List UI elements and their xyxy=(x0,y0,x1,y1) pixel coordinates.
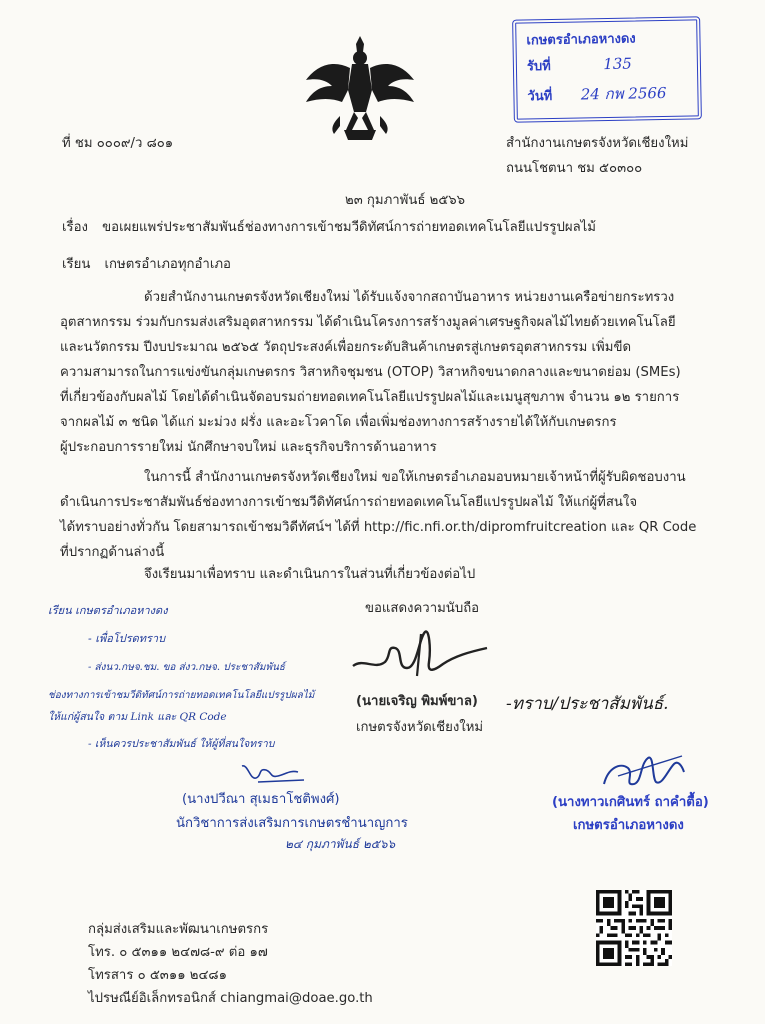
officer-note-date: ๒๔ กุมภาพันธ์ ๒๕๖๖ xyxy=(285,837,396,851)
doc-number: ที่ ชม ๐๐๐๙/ว ๘๐๑ xyxy=(62,136,174,151)
right-handwritten-note: -ทราบ/ประชาสัมพันธ์. xyxy=(506,694,669,714)
officer-title: นักวิชาการส่งเสริมการเกษตรชำนาญการ xyxy=(176,816,408,831)
paragraph-1 xyxy=(60,285,722,460)
stamp-number-value: 135 xyxy=(603,54,633,74)
handwritten-note-line: ให้แก่ผู้สนใจ ตาม Link และ QR Code xyxy=(48,711,227,723)
subject-text: ขอเผยแพร่ประชาสัมพันธ์ช่องทางการเข้าชมวีดิทัศน์การถ่ายทอดเทคโนโลยีแปรรูปผลไม้ xyxy=(102,220,596,235)
stamp-office: เกษตรอำเภอหางดง xyxy=(526,31,636,49)
letter-date: ๒๓ กุมภาพันธ์ ๒๕๖๖ xyxy=(345,193,466,208)
garuda-emblem xyxy=(300,30,420,150)
subject-label: เรื่อง xyxy=(62,220,88,235)
paragraph-line: อุตสาหกรรม ร่วมกับกรมส่งเสริมอุตสาหกรรม ได้ดำเนินโครงการสร้างมูลค่าเศรษฐกิจผลไม้ไทยด้วยเทคโนโลยี xyxy=(60,315,676,330)
recipient-text: เกษตรอำเภอทุกอำเภอ xyxy=(104,257,231,272)
signature-officer xyxy=(238,760,308,786)
handwritten-note-line: ช่องทางการเข้าชมวีดิทัศน์การถ่ายทอดเทคโนโลยีแปรรูปผลไม้ xyxy=(48,690,315,701)
signer-title: เกษตรจังหวัดเชียงใหม่ xyxy=(356,720,484,735)
receipt-stamp xyxy=(512,16,702,122)
paragraph-line: ความสามารถในการแข่งขันกลุ่มเกษตรกร วิสาหกิจชุมชน (OTOP) วิสาหกิจขนาดกลางและขนาดย่อม (SMEs) xyxy=(60,365,681,380)
district-officer-name: (นางทาวเกศินทร์ ถาคำตื้อ) xyxy=(552,795,709,810)
paragraph-line: ได้ทราบอย่างทั่วกัน โดยสามารถเข้าชมวิดีทัศน์ฯ ได้ที่ http://fic.nfi.or.th/dipromfruitcreation และ QR Code xyxy=(60,520,697,535)
handwritten-note-line: - เพื่อโปรดทราบ xyxy=(88,632,166,645)
handwritten-note-line: เรียน เกษตรอำเภอหางดง xyxy=(48,604,168,617)
recipient-label: เรียน xyxy=(62,257,91,272)
district-officer-title: เกษตรอำเภอหางดง xyxy=(573,818,684,833)
recipient-row xyxy=(62,253,231,278)
paragraph-line: ที่ปรากฏด้านล่างนี้ xyxy=(60,545,165,560)
paragraph-line: ในการนี้ สำนักงานเกษตรจังหวัดเชียงใหม่ ขอให้เกษตรอำเภอมอบหมายเจ้าหน้าที่ผู้รับผิดชอบงาน xyxy=(144,470,686,485)
footer-phone: โทร. ๐ ๕๓๑๑ ๒๔๗๘-๙ ต่อ ๑๗ xyxy=(88,945,268,960)
handwritten-note-line: - ส่งนว.กษจ.ชม. ขอ ส่งว.กษจ. ประชาสัมพันธ์ xyxy=(88,662,285,673)
footer-department: กลุ่มส่งเสริมและพัฒนาเกษตรกร xyxy=(88,922,269,937)
paragraph-line: ที่เกี่ยวข้องกับผลไม้ โดยได้ดำเนินจัดอบรมถ่ายทอดเทคโนโลยีแปรรูปผลไม้และเมนูสุขภาพ จำนวน ๑๒ รายการ xyxy=(60,390,680,405)
stamp-date-row xyxy=(527,81,666,107)
signature-director xyxy=(345,618,495,683)
sender-office: สำนักงานเกษตรจังหวัดเชียงใหม่ xyxy=(506,136,689,151)
paragraph-line: ด้วยสำนักงานเกษตรจังหวัดเชียงใหม่ ได้รับแจ้งจากสถาบันอาหาร หน่วยงานเครือข่ายกระทรวง xyxy=(144,290,675,305)
footer-email[interactable]: ไปรษณีย์อิเล็กทรอนิกส์ chiangmai@doae.go.th xyxy=(88,991,373,1006)
handwritten-note-line: - เห็นควรประชาสัมพันธ์ ให้ผู้ที่สนใจทราบ xyxy=(88,738,275,750)
paragraph-line: ผู้ประกอบการรายใหม่ นักศึกษาจบใหม่ และธุรกิจบริการด้านอาหาร xyxy=(60,440,437,455)
qr-code[interactable] xyxy=(596,890,672,966)
stamp-date-label: วันที่ xyxy=(527,88,553,105)
paragraph-line: ดำเนินการประชาสัมพันธ์ช่องทางการเข้าชมวีดิทัศน์การถ่ายทอดเทคโนโลยีแปรรูปผลไม้ ให้แก่ผู้ที่สนใจ xyxy=(60,495,638,510)
signature-district-officer xyxy=(598,748,688,794)
paragraph-line: และนวัตกรรม ปีงบประมาณ ๒๕๖๕ วัตถุประสงค์เพื่อยกระดับสินค้าเกษตรสู่เกษตรอุตสาหกรรม เพิ่มขีด xyxy=(60,340,632,355)
subject-row xyxy=(62,216,596,241)
paragraph-line: จากผลไม้ ๓ ชนิด ได้แก่ มะม่วง ฝรั่ง และอะโวคาโด เพื่อเพิ่มช่องทางการสร้างรายได้ให้กับเกษตรกร xyxy=(60,415,617,430)
officer-name: (นางปวีณา สุเมธาโชติพงศ์) xyxy=(182,792,340,807)
paragraph-3: จึงเรียนมาเพื่อทราบ และดำเนินการในส่วนที่เกี่ยวข้องต่อไป xyxy=(144,567,476,582)
paragraph-2 xyxy=(60,465,722,565)
sender-address: ถนนโชตนา ชม ๕๐๓๐๐ xyxy=(506,161,643,176)
signer-name: (นายเจริญ พิมพ์ขาล) xyxy=(356,694,478,709)
footer-fax: โทรสาร ๐ ๕๓๑๑ ๒๔๘๑ xyxy=(88,968,227,983)
stamp-date-value: 24 กพ 2566 xyxy=(580,83,667,104)
stamp-number-row xyxy=(527,54,632,77)
closing-text: ขอแสดงความนับถือ xyxy=(365,601,480,616)
stamp-number-label: รับที่ xyxy=(526,58,551,75)
